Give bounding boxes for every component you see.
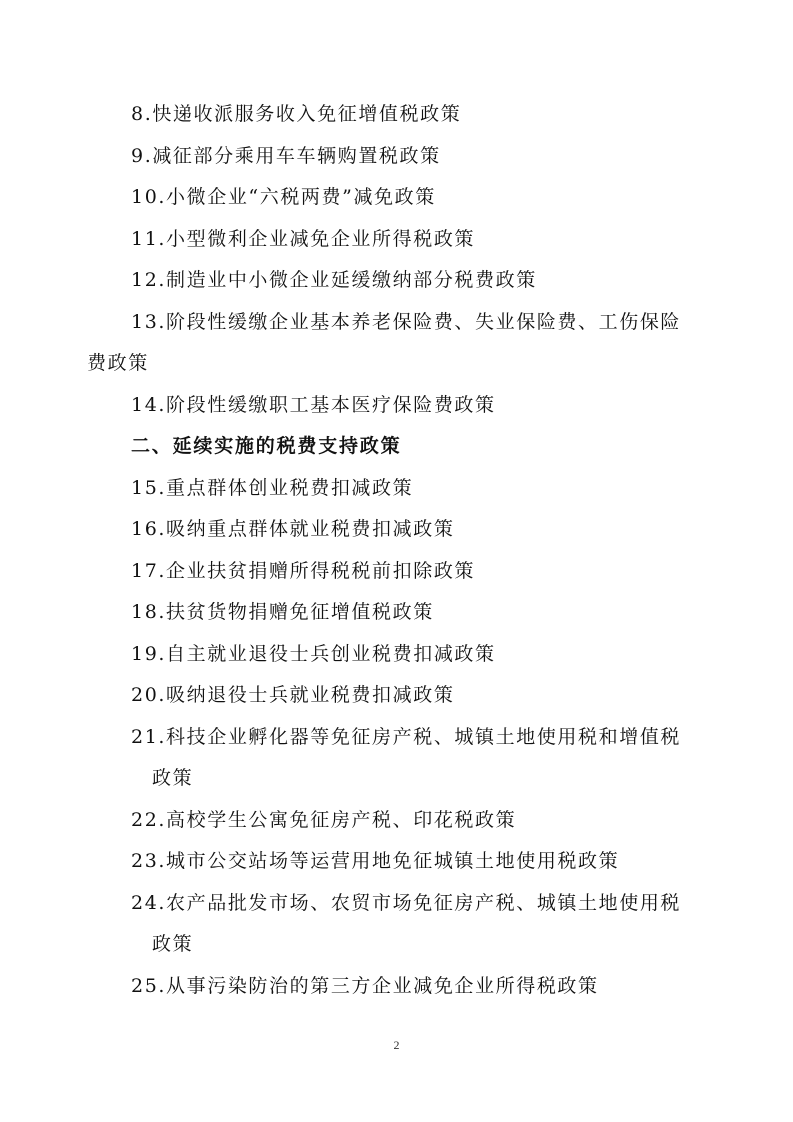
policy-item-14: 14.阶段性缓缴职工基本医疗保险费政策: [131, 394, 496, 416]
policy-item-8: 8.快递收派服务收入免征增值税政策: [131, 103, 462, 125]
policy-item-12: 12.制造业中小微企业延缓缴纳部分税费政策: [131, 269, 537, 291]
policy-item-11: 11.小型微利企业减免企业所得税政策: [131, 228, 476, 250]
policy-item-19: 19.自主就业退役士兵创业税费扣减政策: [131, 643, 496, 665]
policy-item-16: 16.吸纳重点群体就业税费扣减政策: [131, 518, 455, 540]
policy-item-23: 23.城市公交站场等运营用地免征城镇土地使用税政策: [131, 850, 620, 872]
policy-item-21: 21.科技企业孵化器等免征房产税、城镇土地使用税和增值税: [131, 726, 682, 748]
policy-item-13-continuation: 费政策: [87, 352, 149, 374]
policy-item-24-continuation: 政策: [152, 933, 194, 955]
section-heading: 二、延续实施的税费支持政策: [131, 435, 402, 457]
policy-item-20: 20.吸纳退役士兵就业税费扣减政策: [131, 684, 455, 706]
policy-item-17: 17.企业扶贫捐赠所得税税前扣除政策: [131, 560, 476, 582]
page-number: 2: [393, 1038, 400, 1052]
policy-item-15: 15.重点群体创业税费扣减政策: [131, 477, 414, 499]
policy-item-24: 24.农产品批发市场、农贸市场免征房产税、城镇土地使用税: [131, 892, 682, 914]
policy-item-25: 25.从事污染防治的第三方企业减免企业所得税政策: [131, 975, 599, 997]
policy-item-13: 13.阶段性缓缴企业基本养老保险费、失业保险费、工伤保险: [131, 311, 682, 333]
policy-item-9: 9.减征部分乘用车车辆购置税政策: [131, 145, 441, 167]
policy-item-22: 22.高校学生公寓免征房产税、印花税政策: [131, 809, 517, 831]
policy-item-18: 18.扶贫货物捐赠免征增值税政策: [131, 601, 434, 623]
policy-item-10: 10.小微企业“六税两费”减免政策: [131, 186, 436, 208]
policy-item-21-continuation: 政策: [152, 767, 194, 789]
